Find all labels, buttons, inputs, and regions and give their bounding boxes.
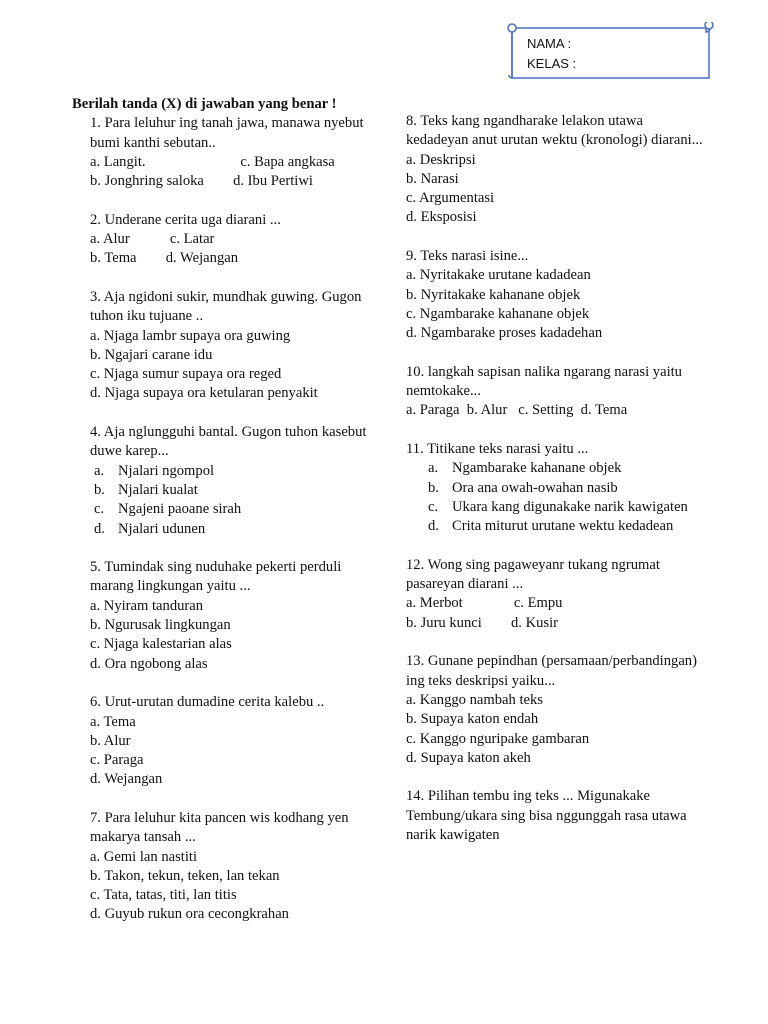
option-list	[406, 459, 706, 536]
kelas-label: KELAS :	[527, 56, 577, 71]
option-a[interactable]	[406, 459, 706, 478]
question-6	[72, 693, 382, 789]
option-marker: c.	[94, 501, 105, 518]
option-b[interactable]: b. Alur	[90, 732, 131, 749]
option-d[interactable]: d. Wejangan	[90, 771, 163, 788]
question-stem: 1. Para leluhur ing tanah jawa, manawa nyebut bumi kanthi sebutan..	[90, 115, 364, 151]
option-c[interactable]	[72, 500, 382, 519]
question-7	[72, 809, 382, 925]
option-a[interactable]: a. Nyritakake urutane kadadean	[406, 267, 591, 284]
question-stem: 3. Aja ngidoni sukir, mundhak guwing. Gugon tuhon iku tujuane ..	[90, 288, 362, 325]
option-text: Ukara kang digunakake narik kawigaten	[452, 498, 688, 515]
option-marker: a.	[428, 460, 439, 477]
option-marker: d.	[428, 518, 439, 535]
question-9	[406, 247, 706, 343]
name-class-scroll-box	[506, 22, 713, 78]
question-14	[406, 787, 706, 845]
question-stem: 7. Para leluhur kita pancen wis kodhang yen makarya tansah ...	[90, 809, 349, 846]
question-4	[72, 423, 382, 539]
option-c[interactable]: c. Kanggo nguripake gambaran	[406, 730, 590, 747]
option-d[interactable]: d. Ora ngobong alas	[90, 655, 208, 672]
question-stem: 6. Urut-urutan dumadine cerita kalebu ..	[90, 694, 325, 711]
option-c[interactable]	[406, 498, 706, 517]
option-c[interactable]: c. Tata, tatas, titi, lan titis	[90, 887, 237, 904]
option-d[interactable]: d. Supaya katon akeh	[406, 749, 531, 766]
question-stem: 12. Wong sing pagaweyanr tukang ngrumat pasareyan diarani ...	[406, 556, 660, 593]
question-stem: 5. Tumindak sing nuduhake pekerti perduli marang lingkungan yaitu ...	[90, 559, 342, 595]
question-stem: 4. Aja nglungguhi bantal. Gugon tuhon kasebut duwe karep...	[90, 424, 367, 460]
question-stem: 11. Titikane teks narasi yaitu ...	[406, 441, 589, 458]
option-c[interactable]: c. Argumentasi	[406, 190, 495, 207]
question-11	[406, 440, 706, 536]
instruction-heading: Berilah tanda (X) di jawaban yang benar !	[72, 96, 337, 112]
question-stem: 9. Teks narasi isine...	[406, 248, 529, 265]
option-c[interactable]: c. Njaga sumur supaya ora reged	[90, 366, 282, 383]
question-10	[406, 363, 706, 421]
option-c[interactable]: c. Paraga	[90, 752, 144, 769]
question-stem: 8. Teks kang ngandharake lelakon utawa kedadeyan anut urutan wektu (kronologi) diarani...	[406, 113, 703, 149]
option-d[interactable]: d. Guyub rukun ora cecongkrahan	[90, 906, 289, 923]
option-a[interactable]: a. Njaga lambr supaya ora guwing	[90, 327, 291, 344]
option-c[interactable]: c. Njaga kalestarian alas	[90, 636, 232, 653]
option-text: Crita miturut urutane wektu kedadean	[452, 518, 674, 535]
option-b[interactable]	[406, 479, 706, 498]
option-c[interactable]: c. Ngambarake kahanane objek	[406, 305, 590, 322]
option-marker: b.	[94, 481, 105, 498]
option-b[interactable]: b. Ngurusak lingkungan	[90, 617, 231, 634]
option-row[interactable]: b. Jonghring saloka d. Ibu Pertiwi	[90, 173, 313, 190]
option-a[interactable]: a. Gemi lan nastiti	[90, 848, 197, 865]
option-b[interactable]: b. Takon, tekun, teken, lan tekan	[90, 867, 280, 884]
question-stem: 13. Gunane pepindhan (persamaan/perbandingan) ing teks deskripsi yaiku...	[406, 653, 697, 689]
option-marker: b.	[428, 479, 439, 496]
option-b[interactable]	[72, 481, 382, 500]
option-list	[72, 462, 382, 539]
option-a[interactable]: a. Tema	[90, 713, 136, 730]
right-column	[406, 112, 706, 865]
question-5	[72, 558, 382, 674]
option-row[interactable]: a. Merbot c. Empu	[406, 595, 563, 612]
option-marker: a.	[94, 462, 105, 479]
question-stem: 10. langkah sapisan nalika ngarang narasi yaitu nemtokake...	[406, 363, 682, 400]
option-row[interactable]: b. Tema d. Wejangan	[90, 250, 239, 267]
option-text: Njalari ngompol	[118, 462, 215, 479]
nama-label: NAMA :	[527, 36, 572, 51]
option-a[interactable]: a. Nyiram tanduran	[90, 597, 204, 614]
question-stem: 14. Pilihan tembu ing teks ... Migunakake Tembung/ukara sing bisa nggunggah rasa utawa narik kawigaten	[406, 788, 687, 843]
option-text: Njalari kualat	[118, 481, 198, 498]
question-1	[72, 114, 382, 191]
option-b[interactable]: b. Narasi	[406, 170, 459, 187]
option-a[interactable]: a. Deskripsi	[406, 151, 476, 168]
question-12	[406, 556, 706, 633]
option-row[interactable]: a. Alur c. Latar	[90, 231, 215, 248]
option-row[interactable]: a. Paraga b. Alur c. Setting d. Tema	[406, 402, 628, 419]
option-b[interactable]: b. Nyritakake kahanane objek	[406, 286, 581, 303]
option-row[interactable]: b. Juru kunci d. Kusir	[406, 614, 559, 631]
option-a[interactable]	[72, 462, 382, 481]
option-text: Njalari udunen	[118, 520, 206, 537]
option-a[interactable]: a. Kanggo nambah teks	[406, 691, 543, 708]
question-stem: 2. Underane cerita uga diarani ...	[90, 211, 281, 228]
option-marker: c.	[428, 498, 439, 515]
option-b[interactable]: b. Ngajari carane idu	[90, 346, 213, 363]
question-8	[406, 112, 706, 228]
option-d[interactable]: d. Njaga supaya ora ketularan penyakit	[90, 385, 318, 402]
option-b[interactable]: b. Supaya katon endah	[406, 711, 539, 728]
option-text: Ora ana owah-owahan nasib	[452, 479, 618, 496]
option-d[interactable]: d. Ngambarake proses kadadehan	[406, 325, 603, 342]
option-d[interactable]: d. Eksposisi	[406, 209, 477, 226]
option-d[interactable]	[406, 517, 706, 536]
question-13	[406, 652, 706, 768]
option-marker: d.	[94, 520, 105, 537]
option-row[interactable]: a. Langit. c. Bapa angkasa	[90, 153, 335, 170]
question-3	[72, 288, 382, 404]
option-text: Ngajeni paoane sirah	[118, 501, 242, 518]
question-2	[72, 211, 382, 269]
option-d[interactable]	[72, 520, 382, 539]
left-column	[72, 95, 382, 944]
option-text: Ngambarake kahanane objek	[452, 460, 622, 477]
